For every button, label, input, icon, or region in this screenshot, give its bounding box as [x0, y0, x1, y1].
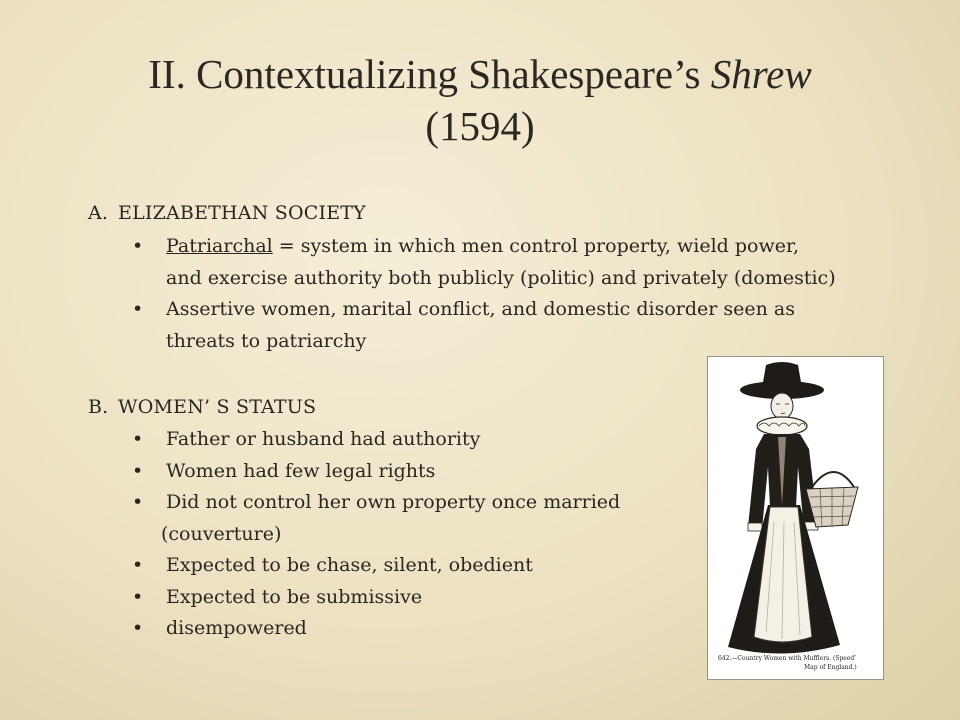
list-item: • Did not control her own property once married [132, 491, 621, 513]
list-item: • Women had few legal rights [132, 459, 436, 482]
list-item: • disempowered [132, 617, 307, 639]
slide-title [60, 48, 900, 152]
list-item: threats to patriarchy [166, 329, 367, 352]
title-italic: Shrew [710, 51, 812, 97]
section-b-heading: B. WOMEN’ S STATUS [88, 396, 317, 418]
title-line-2: (1594) [425, 103, 535, 149]
list-item: (couverture) [161, 522, 282, 545]
list-item: • Patriarchal = system in which men control property, wield power, [132, 235, 799, 257]
figure-caption-line-2: Map of England.) [804, 664, 857, 671]
section-a-heading: A. ELIZABETHAN SOCIETY [88, 202, 366, 224]
hat-crown [762, 362, 802, 388]
list-item: and exercise authority both publicly (politic) and privately (domestic) [166, 266, 836, 289]
list-item: • Assertive women, marital conflict, and domestic disorder seen as [132, 298, 795, 320]
ruff-collar [757, 417, 807, 435]
list-item: • Expected to be submissive [132, 585, 423, 608]
section-a-bullets [132, 231, 836, 357]
list-item: • Father or husband had authority [132, 428, 481, 450]
engraving-illustration [708, 357, 883, 679]
patriarchal-term: Patriarchal [166, 235, 273, 257]
figure-caption-line-1: 642.—Country Women with Mufflers. (Speed’ [718, 655, 857, 662]
face [771, 393, 793, 419]
list-item: • Expected to be chase, silent, obedient [132, 554, 533, 576]
country-woman-engraving [707, 356, 884, 680]
left-cuff [748, 523, 762, 531]
basket-handle [812, 472, 854, 487]
title-line-1: II. Contextualizing Shakespeare’s Shrew [148, 51, 812, 97]
section-b-bullets [132, 424, 620, 645]
